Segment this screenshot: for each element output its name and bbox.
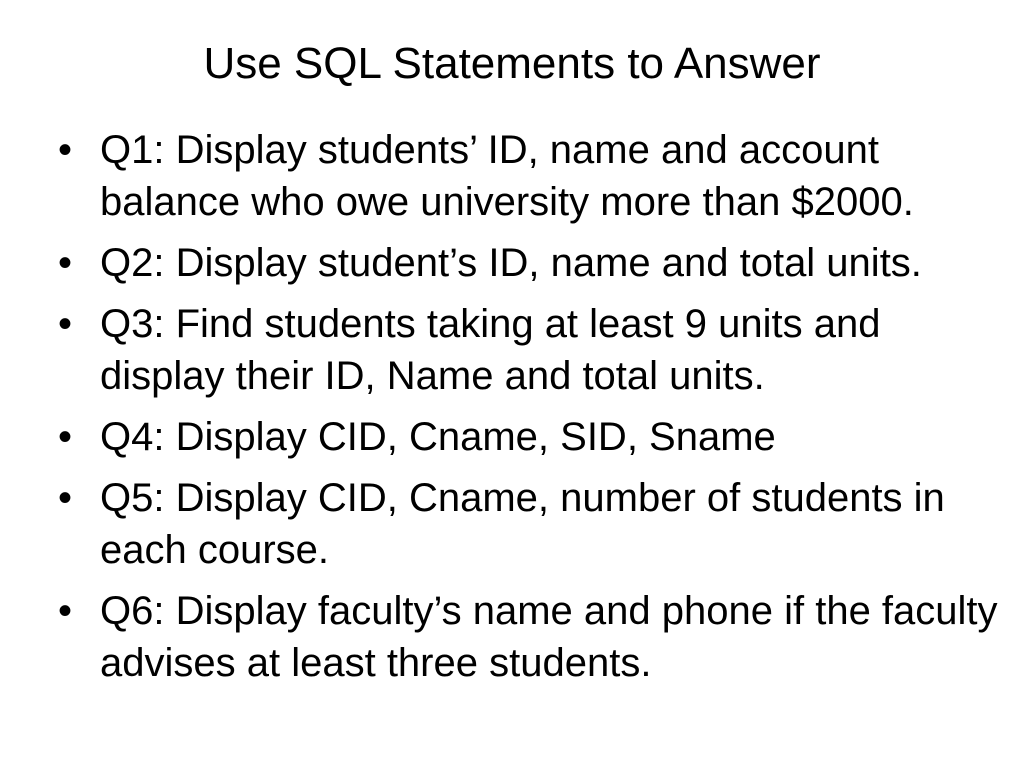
question-text: Q6: Display faculty’s name and phone if the faculty advises at least three students. bbox=[100, 589, 998, 685]
bullet-icon: • bbox=[58, 241, 73, 285]
bullet-icon: • bbox=[58, 128, 73, 172]
question-text: Q4: Display CID, Cname, SID, Sname bbox=[100, 415, 776, 459]
bullet-icon: • bbox=[58, 476, 73, 520]
question-text: Q2: Display student’s ID, name and total units. bbox=[100, 241, 922, 285]
list-item-q3 bbox=[58, 298, 1008, 402]
list-item-q6 bbox=[58, 585, 1008, 689]
question-text: Q3: Find students taking at least 9 units and display their ID, Name and total units. bbox=[100, 302, 881, 398]
bullet-icon: • bbox=[58, 415, 73, 459]
list-item-q1 bbox=[58, 124, 1008, 228]
slide-title: Use SQL Statements to Answer bbox=[203, 39, 821, 88]
question-text: Q5: Display CID, Cname, number of students in each course. bbox=[100, 476, 945, 572]
question-list bbox=[58, 124, 1008, 698]
list-item-q5 bbox=[58, 472, 1008, 576]
question-text: Q1: Display students’ ID, name and account balance who owe university more than $2000. bbox=[100, 128, 914, 224]
bullet-icon: • bbox=[58, 302, 73, 346]
list-item-q4 bbox=[58, 411, 1008, 463]
bullet-icon: • bbox=[58, 589, 73, 633]
list-item-q2 bbox=[58, 237, 1008, 289]
